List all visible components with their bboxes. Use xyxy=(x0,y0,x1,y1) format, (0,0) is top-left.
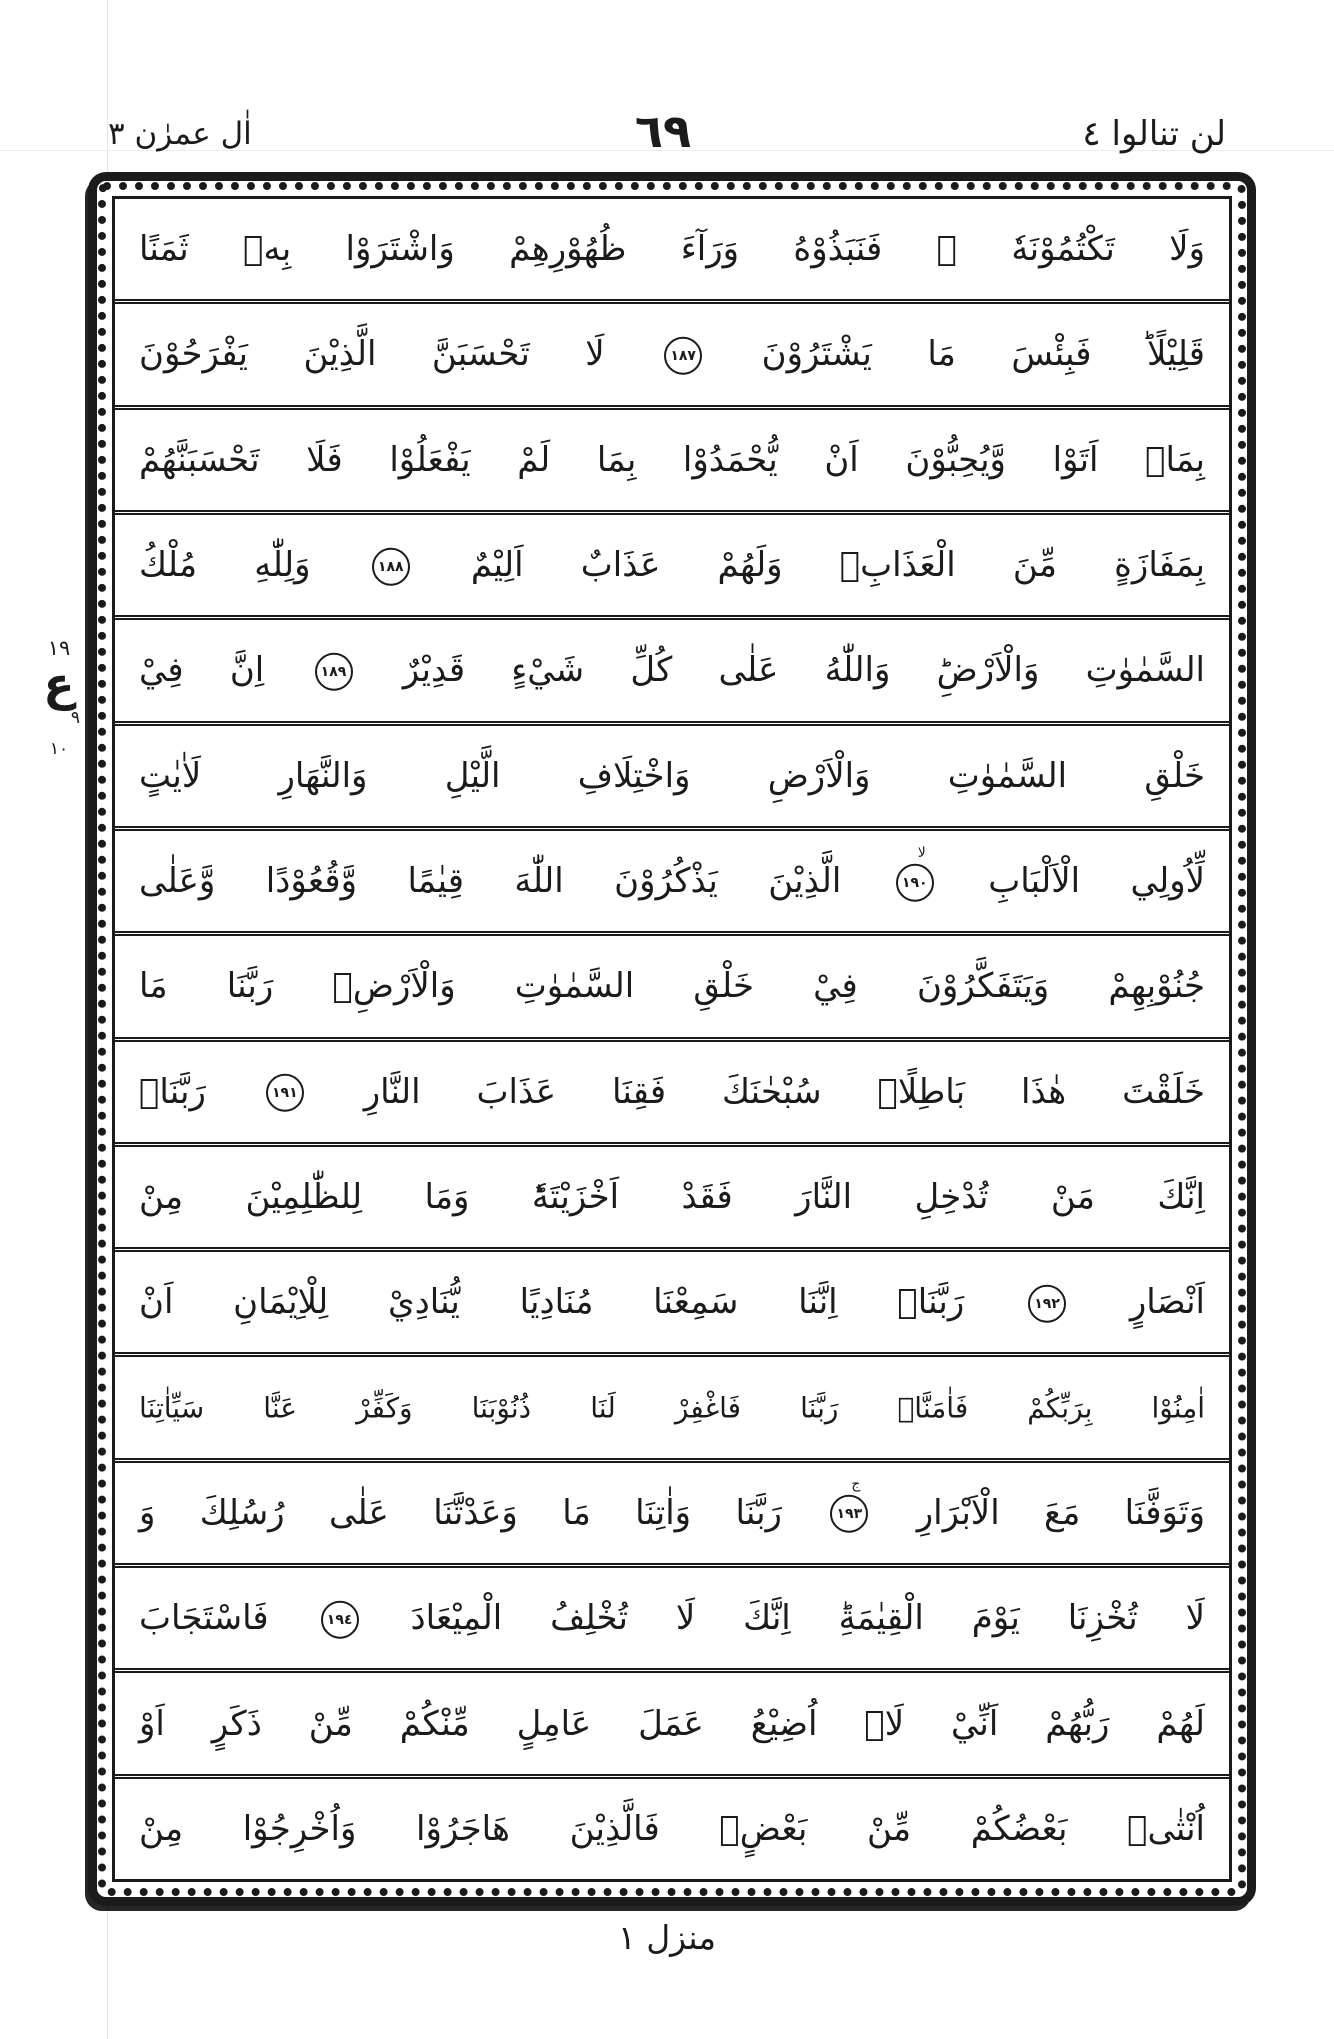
quran-line xyxy=(139,544,1205,587)
quran-line-row xyxy=(115,936,1229,1041)
surah-title: اٰل عمرٰن ٣ xyxy=(108,116,252,152)
ayah-end-marker xyxy=(830,1476,868,1533)
quran-lines xyxy=(112,196,1232,1882)
ruku-bottom-number: ١٠ xyxy=(49,739,69,759)
ayah-text: اٰمِنُوْا بِرَبِّكُمْ فَاٰمَنَّاۖ رَبَّنَا فَاغْفِرْ لَنَا ذُنُوْبَنَا وَكَفِّرْ عَنَّا سَيِّاٰتِنَا xyxy=(139,1391,1205,1425)
ayah-text: رَبَّنَاۤ اِنَّنَا سَمِعْنَا مُنَادِيًا يُّنَادِيْ لِلْاِيْمَانِ اَنْ xyxy=(139,1282,965,1323)
quran-line-row xyxy=(115,410,1229,515)
quran-line-row xyxy=(115,1042,1229,1147)
ruku-top-number: ١٩ xyxy=(47,636,71,660)
ayah-text: خَلْقِ السَّمٰوٰتِ وَالْاَرْضِ وَاخْتِلَافِ الَّيْلِ وَالنَّهَارِ لَاٰيٰتٍ xyxy=(139,755,1205,796)
ayah-end-marker xyxy=(896,844,934,901)
ayah-text: وَتَوَفَّنَا مَعَ الْاَبْرَارِ xyxy=(916,1492,1206,1533)
ayah-text: رَبَّنَاۤ xyxy=(139,1071,206,1112)
quran-line xyxy=(139,1390,1205,1425)
ayah-number: ١٩٢ xyxy=(1034,1295,1060,1312)
page-header xyxy=(100,84,1226,160)
ayah-end-marker xyxy=(1028,1285,1066,1323)
ayah-end-marker xyxy=(664,337,702,375)
ayah-text: جُنُوْبِهِمْ وَيَتَفَكَّرُوْنَ فِيْ خَلْقِ السَّمٰوٰتِ وَالْاَرْضِۚ رَبَّنَا مَا xyxy=(139,966,1205,1007)
ayah-text: لَا تُخْزِنَا يَوْمَ الْقِيٰمَةِؕ اِنَّكَ لَا تُخْلِفُ الْمِيْعَادَ xyxy=(410,1597,1205,1638)
quran-line-row xyxy=(115,726,1229,831)
quran-line-row xyxy=(115,831,1229,936)
quran-line xyxy=(139,754,1205,797)
quran-line-row xyxy=(115,1357,1229,1462)
quran-line xyxy=(139,1808,1205,1851)
quran-line xyxy=(139,1281,1205,1324)
quran-line-row xyxy=(115,199,1229,304)
stop-sign: ج xyxy=(851,1476,861,1493)
ayah-number: ١٨٨ xyxy=(377,558,404,575)
manzil-label: منزل ١ xyxy=(617,1918,717,1957)
quran-line xyxy=(139,965,1205,1008)
ayah-text: اُنْثٰىۚ بَعْضُكُمْ مِّنْ بَعْضٍۚ فَالَّذِيْنَ هَاجَرُوْا وَاُخْرِجُوْا مِنْ xyxy=(139,1808,1205,1849)
ayah-text: لَا تَحْسَبَنَّ الَّذِيْنَ يَفْرَحُوْنَ xyxy=(139,334,605,375)
ayah-number: ١٨٩ xyxy=(320,663,347,680)
quran-line-row xyxy=(115,1673,1229,1778)
ayah-number: ١٨٧ xyxy=(670,347,696,364)
quran-line xyxy=(139,439,1205,482)
page-number: ٦٩ xyxy=(634,104,692,158)
ayah-text: رَبَّنَا وَاٰتِنَا مَا وَعَدْتَّنَا عَلٰى رُسُلِكَ وَ xyxy=(139,1492,782,1533)
ayah-text: لِّاُولِي الْاَلْبَابِ xyxy=(988,860,1206,901)
ruku-side-number: ٩ xyxy=(70,708,80,728)
quran-line-row xyxy=(115,1252,1229,1357)
ayah-number: ١٩٠ xyxy=(901,874,928,891)
quran-line-row xyxy=(115,1779,1229,1879)
quran-line xyxy=(139,1176,1205,1219)
ayah-end-marker xyxy=(321,1600,359,1638)
page-footer xyxy=(0,1918,1334,1957)
ayah-end-marker xyxy=(266,1074,304,1112)
ayah-text: اِنَّ فِيْ xyxy=(139,650,265,691)
ayah-text: خَلَقْتَ هٰذَا بَاطِلًاۚ سُبْحٰنَكَ فَقِنَا عَذَابَ النَّارِ xyxy=(363,1071,1205,1112)
ayah-text: قَلِيْلًاؕ فَبِئْسَ مَا يَشْتَرُوْنَ xyxy=(761,334,1206,375)
quran-line-row xyxy=(115,620,1229,725)
ayah-number: ١٩١ xyxy=(272,1084,298,1101)
quran-line xyxy=(139,333,1205,376)
quran-line-row xyxy=(115,1568,1229,1673)
ayah-number: ١٩٣ xyxy=(836,1506,863,1523)
ayah-text: اِنَّكَ مَنْ تُدْخِلِ النَّارَ فَقَدْ اَخْزَيْتَهٗؕ وَمَا لِلظّٰلِمِيْنَ مِنْ xyxy=(139,1176,1205,1217)
ruku-margin-marker xyxy=(36,638,82,758)
quran-line xyxy=(139,1476,1206,1535)
ayah-text: اَنْصَارٍ xyxy=(1129,1282,1205,1323)
quran-line xyxy=(139,844,1206,903)
ayah-text: لَهُمْ رَبُّهُمْ اَنِّيْ لَاۤ اُضِيْعُ عَمَلَ عَامِلٍ مِّنْكُمْ مِّنْ ذَكَرٍ اَوْ xyxy=(139,1703,1205,1744)
ayah-end-marker xyxy=(315,653,353,691)
ayah-text: بِمَفَازَةٍ مِّنَ الْعَذَابِۚ وَلَهُمْ عَذَابٌ اَلِيْمٌ xyxy=(470,544,1205,585)
ayah-text: وَلَا تَكْتُمُوْنَهٗ ۚ فَنَبَذُوْهُ وَرَآءَ ظُهُوْرِهِمْ وَاشْتَرَوْا بِهٖ ثَمَنًا xyxy=(139,228,1205,269)
quran-line-row xyxy=(115,304,1229,409)
ayah-end-marker xyxy=(372,547,410,585)
ayah-number: ١٩٤ xyxy=(326,1611,353,1628)
quran-line xyxy=(139,1070,1205,1113)
quran-line-row xyxy=(115,1463,1229,1568)
quran-line xyxy=(139,228,1205,271)
quran-line-row xyxy=(115,1147,1229,1252)
quran-text-frame xyxy=(88,172,1256,1906)
stop-sign: لا xyxy=(917,844,926,861)
quran-line-row xyxy=(115,515,1229,620)
ruku-ain-letter: ع xyxy=(43,657,75,711)
ayah-text: بِمَاۤ اَتَوْا وَّيُحِبُّوْنَ اَنْ يُّحْمَدُوْا بِمَا لَمْ يَفْعَلُوْا فَلَا تَحْسَبَنَّهُمْ xyxy=(139,439,1205,480)
ayah-text: الَّذِيْنَ يَذْكُرُوْنَ اللّٰهَ قِيٰمًا وَّقُعُوْدًا وَّعَلٰى xyxy=(139,860,842,901)
quran-line xyxy=(139,1702,1205,1745)
ayah-text: وَلِلّٰهِ مُلْكُ xyxy=(139,544,311,585)
juz-title: لن تنالوا ٤ xyxy=(1082,114,1226,154)
quran-line xyxy=(139,1597,1205,1640)
quran-line xyxy=(139,649,1205,692)
ayah-text: السَّمٰوٰتِ وَالْاَرْضِؕ وَاللّٰهُ عَلٰى كُلِّ شَيْءٍ قَدِيْرٌ xyxy=(402,650,1205,691)
ayah-text: فَاسْتَجَابَ xyxy=(139,1597,269,1638)
